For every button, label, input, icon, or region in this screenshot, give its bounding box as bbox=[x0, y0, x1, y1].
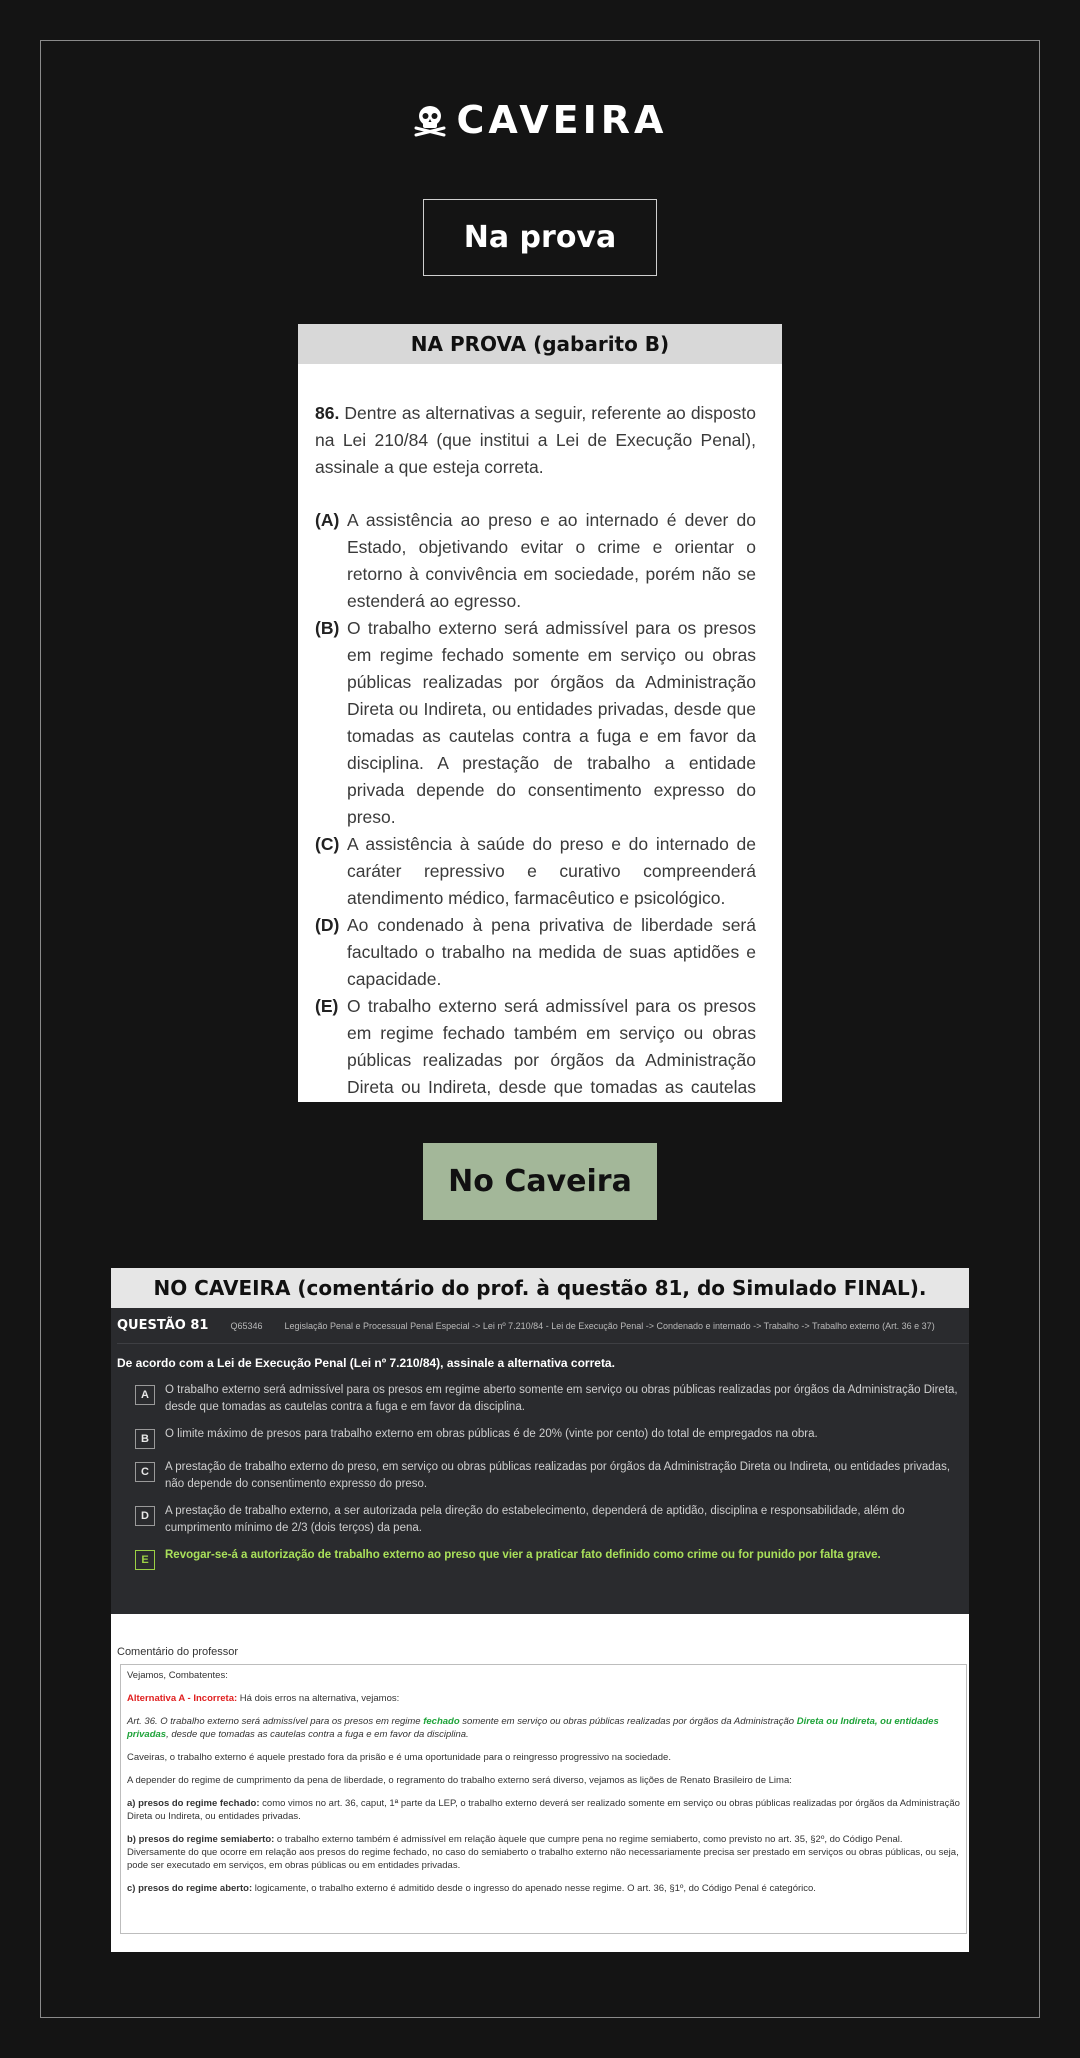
alternative-letter-e[interactable]: E bbox=[135, 1550, 155, 1570]
question-id[interactable]: Q65346 bbox=[230, 1320, 263, 1331]
question-label: QUESTÃO 81 bbox=[117, 1318, 209, 1333]
skull-icon bbox=[413, 103, 447, 137]
alternative-c[interactable]: C A prestação de trabalho externo do preso, em serviço ou obras públicas realizadas por órgãos da Administração Direta ou Indireta, ou entidades privadas, não depende do consentimento expresso do preso. bbox=[135, 1459, 969, 1493]
exam-option-a: (A) A assistência ao preso e ao internado é dever do Estado, objetivando evitar o crime e orientar o retorno à convivência em sociedade, porém não se estenderá ao egresso. bbox=[315, 510, 756, 611]
alternative-letter-d[interactable]: D bbox=[135, 1506, 155, 1526]
caveira-card-header: NO CAVEIRA (comentário do prof. à questão 81, do Simulado FINAL). bbox=[111, 1268, 969, 1308]
comment-caveiras: Caveiras, o trabalho externo é aquele prestado fora da prisão e é uma oportunidade para o reingresso progressivo na sociedade. bbox=[127, 1752, 671, 1763]
comment-alt-a: Alternativa A - Incorreta: Há dois erros na alternativa, vejamos: bbox=[127, 1693, 400, 1704]
exam-question-card bbox=[298, 324, 782, 1102]
alternative-e-correct[interactable]: E Revogar-se-á a autorização de trabalho externo ao preso que vier a praticar fato definido como crime ou for punido por falta grave. bbox=[135, 1547, 969, 1570]
alternative-b[interactable]: B O limite máximo de presos para trabalho externo em obras públicas é de 20% (vinte por cento) do total de empregados na obra. bbox=[135, 1426, 969, 1449]
exam-option-e: (E) O trabalho externo será admissível para os presos em regime fechado também em serviço ou obras públicas realizadas por órgãos da Administração Direta ou Indireta, desde que tomadas as cautelas bbox=[315, 996, 756, 1097]
question-breadcrumb: Legislação Penal e Processual Penal Especial -> Lei nº 7.210/84 - Lei de Execução Penal -> Condenado e internado -> Trabalho -> Trabalho externo (Art. 36 e 37) bbox=[284, 1320, 935, 1331]
tag-na-prova: Na prova bbox=[423, 199, 657, 276]
professor-comment-box[interactable] bbox=[120, 1664, 967, 1934]
exam-question-stem bbox=[315, 400, 756, 481]
caveira-question-card bbox=[111, 1268, 969, 1952]
exam-question-text: Dentre as alternativas a seguir, referente ao disposto na Lei 210/84 (que institui a Lei de Execução Penal), assinale a que esteja correta. bbox=[315, 403, 756, 477]
comment-regime-aberto: c) presos do regime aberto: logicamente, o trabalho externo é admitido desde o ingresso do apenado nesse regime. O art. 36, §1º, do Código Penal é categórico. bbox=[127, 1883, 816, 1894]
comment-regime-semiaberto: b) presos do regime semiaberto: o trabalho externo também é admissível em relação àquele que cumpre pena no regime semiaberto, como previsto no art. 35, §2º, do Código Penal. Diversamente do que ocorre em relação aos presos do regime fechado, no caso do semiaberto o trabalho externo não necessariamente precisa ser prestado em serviços ou obras públicas, ou seja, pode ser executado em serviços, em obras públicas ou em entidades privadas. bbox=[127, 1834, 959, 1871]
caveira-question-panel bbox=[111, 1308, 969, 1614]
comment-regime-fechado: a) presos do regime fechado: como vimos no art. 36, caput, 1ª parte da LEP, o trabalho externo deverá ser realizado somente em serviço ou obras públicas realizadas por órgãos da Administração Direta ou Indireta, ou entidades privadas. bbox=[127, 1798, 960, 1822]
brand-name: CAVEIRA bbox=[456, 98, 668, 142]
professor-comment-title: Comentário do professor bbox=[117, 1646, 239, 1658]
comment-greeting: Vejamos, Combatentes: bbox=[127, 1670, 228, 1681]
exam-card-body bbox=[298, 364, 782, 1102]
alternative-a[interactable]: A O trabalho externo será admissível para os presos em regime aberto somente em serviço ou obras públicas realizadas por órgãos da Administração Direta, desde que tomadas as cautelas contra a fuga e em favor da disciplina. bbox=[135, 1382, 969, 1416]
exam-option-d: (D) Ao condenado à pena privativa de liberdade será facultado o trabalho na medida de suas aptidões e capacidade. bbox=[315, 915, 756, 989]
exam-option-b: (B) O trabalho externo será admissível para os presos em regime fechado somente em serviço ou obras públicas realizadas por órgãos da Administração Direta ou Indireta, ou entidades privadas, desde que tomadas as cautelas contra a fuga e em favor da disciplina. A prestação de trabalho a entidade privada depende do consentimento expresso do preso. bbox=[315, 618, 756, 827]
alternative-letter-a[interactable]: A bbox=[135, 1385, 155, 1405]
exam-option-c: (C) A assistência à saúde do preso e do internado de caráter repressivo e curativo compreenderá atendimento médico, farmacêutico e psicológico. bbox=[315, 834, 756, 908]
exam-question-number: 86. bbox=[315, 403, 340, 423]
comment-regime-intro: A depender do regime de cumprimento da pena de liberdade, o regramento do trabalho externo será diverso, vejamos as lições de Renato Brasileiro de Lima: bbox=[127, 1775, 792, 1786]
alternative-d[interactable]: D A prestação de trabalho externo, a ser autorizada pela direção do estabelecimento, dependerá de aptidão, disciplina e responsabilidade, além do cumprimento mínimo de 2/3 (dois terços) da pena. bbox=[135, 1503, 969, 1537]
question-statement: De acordo com a Lei de Execução Penal (Lei nº 7.210/84), assinale a alternativa correta. bbox=[117, 1356, 615, 1370]
tag-no-caveira: No Caveira bbox=[423, 1143, 657, 1220]
question-info-bar bbox=[117, 1308, 969, 1344]
brand-logo bbox=[0, 100, 1080, 140]
exam-card-header: NA PROVA (gabarito B) bbox=[298, 324, 782, 364]
alternative-letter-c[interactable]: C bbox=[135, 1462, 155, 1482]
alternative-letter-b[interactable]: B bbox=[135, 1429, 155, 1449]
comment-art36: Art. 36. O trabalho externo será admissível para os presos em regime fechado somente em serviço ou obras públicas realizadas por órgãos da Administração Direta ou Indireta, ou entidades privadas, desde que tomadas as cautelas contra a fuga e em favor da disciplina. bbox=[127, 1716, 939, 1740]
